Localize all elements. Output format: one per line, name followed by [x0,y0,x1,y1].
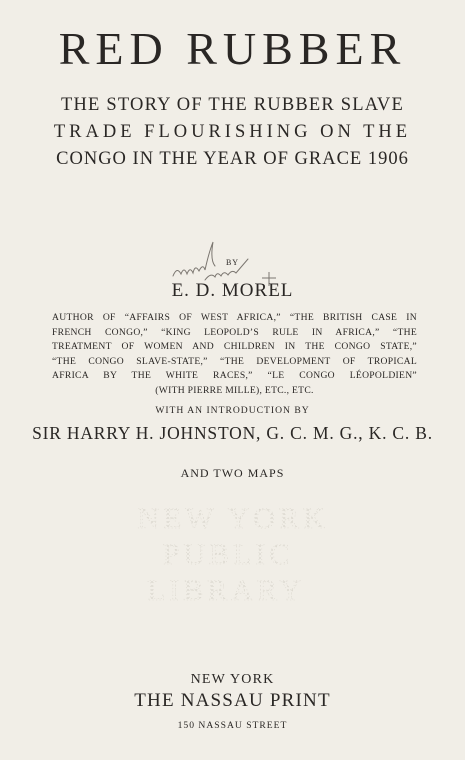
by-label: BY [225,258,240,267]
credits-line: “THE CONGO SLAVE-STATE,” “THE DEVELOPMENT OF TROPICAL [52,355,417,367]
author-credits [52,311,417,398]
credits-line: TREATMENT OF WOMEN AND CHILDREN IN THE CONGO STATE,” [52,341,417,352]
subtitle-line-1: THE STORY OF THE RUBBER SLAVE [60,95,404,115]
book-subtitle [0,92,465,173]
maps-note: AND TWO MAPS [180,466,285,480]
library-perforation-stamp [98,500,368,610]
publisher-address: 150 NASSAU STREET [177,720,288,731]
subtitle-line-3: CONGO IN THE YEAR OF GRACE 1906 [56,149,409,169]
credits-line: AUTHOR OF “AFFAIRS OF WEST AFRICA,” “THE BRITISH CASE IN [52,312,417,323]
credits-line: FRENCH CONGO,” “KING LEOPOLD’S RULE IN AFRICA,” “THE [52,326,417,338]
publisher-city: NEW YORK [190,672,275,687]
credits-line: (WITH PIERRE MILLE), ETC., ETC. [155,384,314,396]
stamp-line-2: PUBLIC [162,538,294,571]
stamp-line-3: LIBRARY [146,574,306,607]
subtitle-line-2: TRADE FLOURISHING ON THE [53,122,412,142]
book-title: RED RUBBER [58,23,407,74]
credits-line: AFRICA BY THE WHITE RACES,” “LE CONGO LÉOPOLDIEN” [52,370,417,381]
author-name: E. D. MOREL [171,280,294,301]
publisher-name: THE NASSAU PRINT [134,690,331,711]
introduction-author: SIR HARRY H. JOHNSTON, G. C. M. G., K. C. B. [32,423,433,443]
stamp-line-1: NEW YORK [137,502,329,535]
introduction-label: WITH AN INTRODUCTION BY [155,405,310,416]
